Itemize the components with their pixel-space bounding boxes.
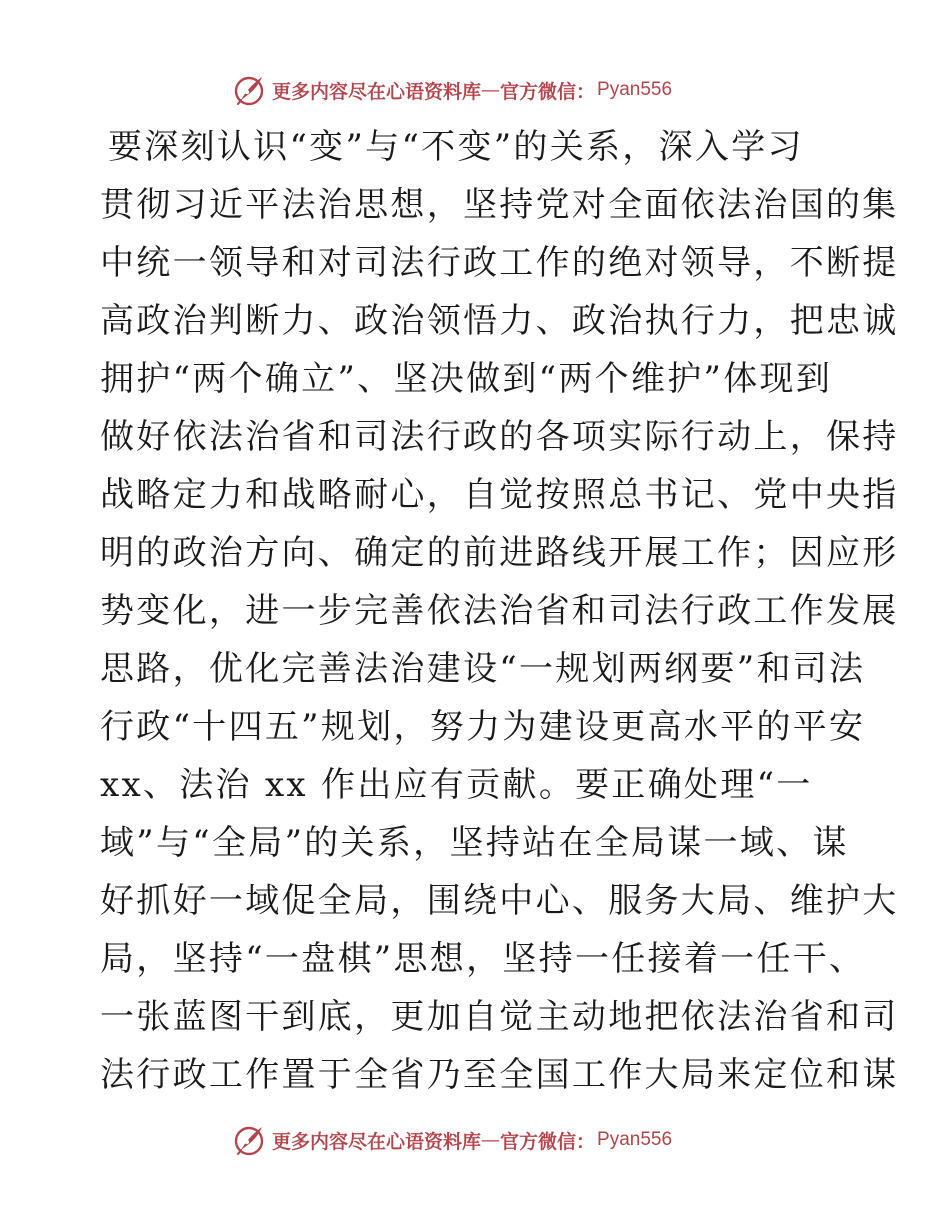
quill-pen-logo-icon [232, 73, 266, 107]
body-line: 局，坚持“一盘棋”思想，坚持一任接着一任干、 [100, 939, 866, 979]
body-line: 势变化，进一步完善依法治省和司法行政工作发展 [100, 591, 899, 631]
body-line: 做好依法治省和司法行政的各项实际行动上，保持 [100, 417, 899, 457]
body-line: 一张蓝图干到底，更加自觉主动地把依法治省和司 [100, 997, 899, 1037]
footer-banner [232, 1120, 672, 1160]
body-line: 思路，优化完善法治建设“一规划两纲要”和司法 [100, 649, 866, 689]
body-line: 法行政工作置于全省乃至全国工作大局来定位和谋 [100, 1055, 899, 1095]
body-line: 中统一领导和对司法行政工作的绝对领导，不断提 [100, 243, 899, 283]
header-banner [232, 70, 672, 110]
body-line: 拥护“两个确立”、坚决做到“两个维护”体现到 [100, 359, 833, 399]
header-banner-text: 更多内容尽在心语资料库 [272, 80, 482, 103]
body-line: 战略定力和战略耐心，自觉按照总书记、党中央指 [100, 475, 899, 515]
footer-wechat-label: 官方微信： [500, 1130, 596, 1153]
header-wechat-id: Pyan556 [597, 79, 673, 100]
body-line: 贯彻习近平法治思想，坚持党对全面依法治国的集 [100, 185, 899, 225]
footer-banner-dash: — [481, 1129, 501, 1151]
quill-pen-logo-icon [232, 1123, 266, 1157]
document-body [100, 118, 899, 1104]
body-line: 明的政治方向、确定的前进路线开展工作；因应形 [100, 533, 899, 573]
footer-banner-text: 更多内容尽在心语资料库 [272, 1130, 482, 1153]
footer-wechat-id: Pyan556 [597, 1129, 673, 1150]
body-line: 行政“十四五”规划，努力为建设更高水平的平安 [100, 707, 866, 747]
body-line: 要深刻认识“变”与“不变”的关系，深入学习 [108, 127, 804, 167]
body-line: 好抓好一域促全局，围绕中心、服务大局、维护大 [100, 881, 899, 921]
body-line: xx、法治 xx 作出应有贡献。要正确处理“一 [100, 765, 813, 805]
header-banner-dash: — [481, 79, 501, 101]
body-line: 域”与“全局”的关系，坚持站在全局谋一域、谋 [100, 823, 849, 863]
header-wechat-label: 官方微信： [500, 80, 596, 103]
body-line: 高政治判断力、政治领悟力、政治执行力，把忠诚 [100, 301, 899, 341]
